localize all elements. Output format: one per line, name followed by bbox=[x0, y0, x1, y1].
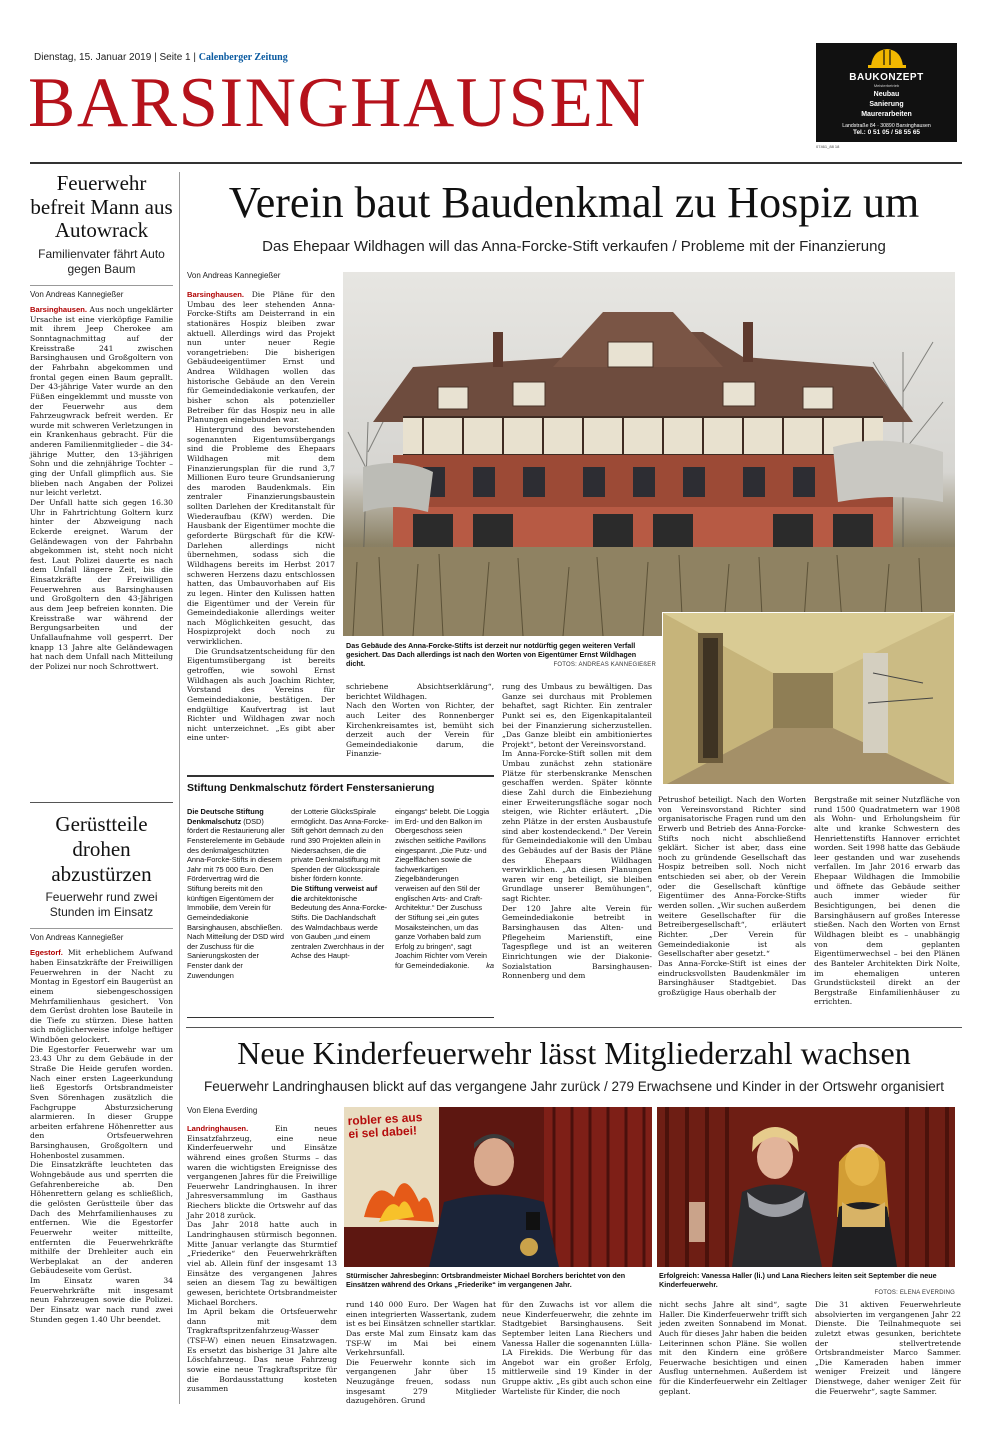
second-col-5: Die 31 aktiven Feuerwehrleute absolvierten im vergangenen Jahr 22 Dienste. Die Teilnahmequote sei zuletzt etwas gesunken, berichtete der stellvertretende Ortsbrandmeister Marco Sammer. „Die Kameraden haben immer weniger Freizeit und längere Dienstwege, daher weniger Zeit für die Feuerwehr“, sagte Sammer. bbox=[815, 1300, 961, 1396]
second-col-4: nicht sechs Jahre alt sind“, sagte Haller. Die Kinderfeuerwehr trifft sich jeden zweiten Sonnabend im Monat. Auch für dieses Jahr haben die beiden Leiterinnen schon Pläne. Sie wollen mit den Kindern eine größere Feuerwache besichtigen und einen Ausflug unternehmen. Außerdem ist für die Kinderfeuerwehr ein Zeltlager geplant. bbox=[659, 1300, 807, 1396]
lead-caption: Das Gebäude des Anna-Forcke-Stifts ist derzeit nur notdürftig gegen weiteren Verfall gesichert. Das Dach allerdings ist nach den Worten von Eigentümer Ernst Wildhagen dicht. bbox=[346, 641, 637, 668]
side2-body bbox=[30, 948, 173, 1324]
infobox-text: eingangs“ belebt. Die Loggia im Erd- und den Balkon im Obergeschoss seien zwischen seitliche Pavillons eingespannt. „Die Putz- und Ziegelflächen sowie die fachwerkartigen Ziegelbänderungen verweisen auf den Stil der englischen Arts- and Craft-Architektur.“ Der Zuschuss der Stiftung sei „ein gutes Mosaiksteinchen, um das ganze Vorhaben bald zum Erfolg zu bringen“, sagt Joachim Richter vom Verein für Gemeindediakonie. bbox=[395, 807, 490, 970]
infobox-signature: ka bbox=[486, 961, 494, 970]
dateline-place: Landringhausen. bbox=[187, 1124, 249, 1133]
infobox bbox=[187, 775, 494, 1018]
photo-anna-forcke-stift bbox=[343, 272, 955, 636]
dateline bbox=[34, 52, 288, 63]
side2-text: Mit erheblichem Aufwand haben Einsatzkräfte der Freiwilligen Feuerwehren in der Nacht zu Montag in Egestorf ein Baugerüst an einem siebengeschossigen Mehrfamilienhaus gesichert. Von dem Gerüst drohten lose Bauteile in die Tiefe zu stürzen. Diese hatten sich möglicherweise infolge heftiger Windböen gelockert. Die Egestorfer Feuerwehr war um 23.43 Uhr zu dem Gebäude in der Straße Die Heide gerufen worden. Nach einer ersten Lageerkundung ließ Egestorfs Ortsbrandmeister Sven Sörenhagen zusätzlich die Fachgruppe Absturzsicherung alarmieren. In dieser Gruppe arbeiten erfahrene Höhenretter aus den Ortsfeuerwehren Barsinghausen, Großgoltern und Hohenbostel zusammen. Die Einsatzkräfte leuchteten das Wohngebäude aus und sperrten die Gefahrenbereiche ab. Den Höhenrettern gelang es schließlich, die gelösten Gerüstteile über das Dach des Mehrfamilienhauses zu entfernen. Wie die Egestorfer Feuerwehr weiter mitteilte, entfernten die Feuerwehrkräfte mithilfe der Drehleiter auch ein Werbeplakat an der anderen Gebäudeseite vom Gerüst. Im Einsatz waren 34 Feuerwehrkräfte mit insgesamt neun Fahrzeugen sowie die Polizei. Der Einsatz war nach rund zwei Stunden gegen 1.40 Uhr beendet. bbox=[30, 948, 173, 1324]
lead-headline: Verein baut Baudenkmal zu Hospiz um bbox=[228, 178, 920, 227]
second-text: Ein neues Einsatzfahrzeug, eine neue Kinderfeuerwehr und Einsätze während eines großen Sturms – das waren die wichtigsten Ereignisse des vergangenen Jahres für die Freiwillige Feuerwehr Landringhausen. In ihrer Jahresversammlung im Gasthaus Riechers blickte die Ortswehr auf das Jahr 2018 zurück. Das Jahr 2018 hatte auch in Landringhausen stürmisch begonnen. Mitte Januar verlangte das Sturmtief „Friederike“ den Feuerwehrkräften viel ab. Allein fünf der insgesamt 13 Einsätze des vergangenen Jahres seien an diesem Tag zu bewältigen gewesen, berichtete Ortsbrandmeister Michael Borchers. Im April bekam die Ortsfeuerwehr dann mit dem Tragkraftspritzenfahrzeug-Wasser (TSF-W) einen neuen Einsatzwagen. Es ersetzt das bisherige 31 Jahre alte Löschfahrzeug. Das neue Fahrzeug sowie eine neue Tragkraftspritze für die Bordausstattung kosteten zusammen bbox=[187, 1124, 337, 1394]
dateline-place: Barsinghausen. bbox=[187, 290, 244, 299]
infobox-col-1 bbox=[187, 807, 285, 980]
ad-service: Neubau bbox=[873, 91, 900, 98]
side2-byline: Von Andreas Kannegießer bbox=[30, 933, 124, 943]
infobox-title: Stiftung Denkmalschutz fördert Fenstersanierung bbox=[187, 782, 435, 794]
building-image bbox=[343, 272, 955, 636]
masthead: BARSINGHAUSEN bbox=[28, 64, 648, 142]
haller-riechers-image bbox=[657, 1107, 955, 1267]
ad-baukonzept bbox=[816, 43, 957, 142]
dateline-place: Barsinghausen. bbox=[30, 305, 87, 315]
ad-service: Maurerarbeiten bbox=[861, 111, 912, 118]
infobox-bold: Die Stiftung verweist auf die bbox=[291, 884, 378, 903]
infobox-bold: Die Deutsche Stiftung Denkmalschutz bbox=[187, 807, 264, 826]
ad-sub: Meisterbetrieb bbox=[873, 83, 900, 88]
lead-col-5: Bergstraße mit seiner Nutzfläche von rund 1500 Quadratmetern war 1908 als Wohn- und Erholungsheim für alte und kranke Schwestern des Henriettenstifts Hannover errichtet worden. Seit 1998 hatte das Gebäude leer gestanden und war zusehends verfallen. Im Jahr 2016 erwarb das Ehepaar Wildhagen die Immobilie und öffnete das Gebäude seither auch immer wieder für Besichtigungen, bei denen die Barsinghäusern auf großes Interesse stießen. Nach den Worten von Ernst Wildhagen bleibt es – unabhängig von dem geplanten Eigentümerwechsel – bei den Plänen des Banteler Architekten Dirk Nolte, im ehemaligen unteren Grundstücksteil direkt an der Bergstraße Einfamilienhäuser zu errichten. bbox=[814, 795, 960, 1007]
dateline-place: Egestorf. bbox=[30, 948, 63, 958]
lead-paragraph: Die Pläne für den Umbau des leer stehenden Anna-Forcke-Stifts am Deisterrand in ein stationäres Hospiz bleiben zwar aktuell. Allerdings wird das Projekt nun unter neuer Regie vorangetrieben: Die bisherigen Gebäudeeigentümer Ernst und Andrea Wildhagen wollen das historische Gebäude an den Verein für Gemeindediakonie verkaufen, der bisher schon als potenzieller Betreiber für das Hospiz neu in alle Planungen eingebunden war. bbox=[187, 290, 335, 425]
photo-corridor bbox=[662, 612, 955, 785]
ad-address: Landstraße 84 · 30890 Barsinghausen bbox=[842, 123, 931, 129]
side-article-2 bbox=[30, 812, 173, 1324]
photo-borchers bbox=[344, 1107, 652, 1267]
infobox-text: architektonische Bedeutung des Anna-Forcke-Stifts. Die Dachlandschaft des Walmdachbaus werde von Gauben „und einem zentralen Zwerchhaus in der Achse des Haupt- bbox=[291, 893, 388, 961]
second-subhead: Feuerwehr Landringhausen blickt auf das vergangene Jahr zurück / 279 Erwachsene und Kinder in der Ortswehr organisiert bbox=[204, 1079, 944, 1094]
infobox-col-2 bbox=[291, 807, 389, 961]
side1-body bbox=[30, 305, 173, 671]
lead-col-4: Petrushof beteiligt. Nach den Worten von Vereinsvorstand Richter sind organisatorische Fragen rund um den Erwerb und Betrieb des Anna-Forcke-Stifts noch nicht abschließend geklärt. Sicher ist aber, dass eine noch zu gründende Gesellschaft das Hospiz betreiben soll. Noch nicht entschieden sei aber, ob der Verein oder die Gesellschaft künftige Eigentümer des Anna-Forcke-Stifts werden sollen. „Wir suchen außerdem weitere Gesellschafter für die Betreibergesellschaft“, erläutert Richter. „Der Verein für Gemeindediakonie ist als Gesellschafter aber gesetzt.“ Das Anna-Forcke-Stift ist eines der eindrucksvollsten Baudenkmäler im Barsinghäuser Stadtgebiet. Das großzügige Haus oberhalb der bbox=[658, 795, 806, 997]
lead-byline: Von Andreas Kannegießer bbox=[187, 271, 281, 280]
second-caption-1: Stürmischer Jahresbeginn: Ortsbrandmeister Michael Borchers berichtet von den Einsätzen während des Orkans „Friederike“ im vergangenen Jahr. bbox=[346, 1271, 626, 1289]
lead-credit: FOTOS: ANDREAS KANNEGIEßER bbox=[553, 662, 656, 668]
side1-headline: Feuerwehr befreit Mann aus Autowrack bbox=[30, 171, 173, 243]
second-col-2: rund 140 000 Euro. Der Wagen hat einen integrierten Wassertank, zudem ist es bei Einsätzen schneller startklar. Das erste Mal zum Einsatz kam das TSF-W im Mai bei einem Verkehrsunfall. Die Feuerwehr konnte sich im vergangenen Jahr über 15 Neuzugänge freuen, sodass nun insgesamt 279 Mitglieder dazugehören. Grund bbox=[346, 1300, 496, 1406]
ad-service: Sanierung bbox=[869, 101, 904, 108]
side1-subhead: Familienvater fährt Auto gegen Baum bbox=[38, 247, 165, 277]
second-col-1 bbox=[187, 1124, 337, 1394]
banner-text: robler es aus ei sel dabei! bbox=[347, 1110, 423, 1142]
infobox-text: der Lotterie GlücksSpirale ermöglicht. Das Anna-Forcke-Stift gehört demnach zu den rund 390 Projekten allein in Niedersachsen, die die private Denkmalstiftung mit Spenden der Glücksspirale bisher fördern konnte. bbox=[291, 807, 389, 884]
side1-text: Aus noch ungeklärter Ursache ist eine vierköpfige Familie mit ihrem Jeep Cherokee am Sonntagnachmittag auf der Kreisstraße 241 zwischen Barsinghausen und Großgoltern von der Fahrbahn abgekommen und frontal gegen einen Baum geprallt. Der 43-jährige Vater wurde an den Füßen eingeklemmt und musste von der Feuerwehr aus dem Fahrzeugwrack befreit werden. Er wurde mit schweren Verletzungen in ein Krankenhaus gebracht. Für die anderen Familienmitglieder – die 34-jährige Mutter, den 13-jährigen Sohn und die zehnjährige Tochter – ging der Unfall glimpflich aus. Sie blieben nach Angaben der Polizei nur leicht verletzt. Der Unfall hatte sich gegen 16.30 Uhr in Fahrtrichtung Goltern kurz hinter der Abzweigung nach Eckerde ereignet. Warum der Geländewagen von der Fahrbahn abgekommen ist, steht noch nicht fest. Laut Polizei dauerte es nach dem Unfall längere Zeit, bis die Einsatzkräfte der Freiwilligen Feuerwehren aus Barsinghausen und Großgoltern den 43-Jährigen aus dem Jeep befreien konnten. Die Kreisstraße war während der Bergungsarbeiten und der Unfallaufnahme voll gesperrt. Der knapp 13 Jahre alte Geländewagen hat nach dem Unfall nach Mitteilung der Polizei nur noch Schrottwert. bbox=[30, 305, 173, 671]
dateline-text: Dienstag, 15. Januar 2019 | Seite 1 | bbox=[34, 52, 196, 63]
lead-col-2: schriebene Absichtserklärung“, berichtet Wildhagen. Nach den Worten von Richter, der auch Leiter des Ronnenberger Kirchenkreisamtes ist, bemüht sich derzeit auch der Verein für Gemeindediakonie darum, die Finanzie- bbox=[346, 682, 494, 759]
infobox-text: (DSD) fördert die Restaurierung aller Fensterelemente im Gebäude des denkmalgeschützten Anna-Forcke-Stifts in diesem Jahr mit 75 000 Euro. Den Fördervertrag wird die Stiftung bereits mit den künftigen Eigentümern der Immobilie, dem Verein für Gemeindediakonie Barsinghausen, abschließen. Nach Mitteilung der DSD wird der Zuschuss für die Sanierungskosten der Fenster dank der Zuwendungen bbox=[187, 816, 285, 980]
corridor-image bbox=[663, 613, 955, 785]
side1-byline: Von Andreas Kannegießer bbox=[30, 290, 124, 300]
second-headline: Neue Kinderfeuerwehr lässt Mitgliederzahl wachsen bbox=[237, 1035, 911, 1071]
second-credit: FOTOS: ELENA EVERDING bbox=[874, 1290, 955, 1296]
ad-brand: BAUKONZEPT bbox=[849, 72, 924, 83]
side-article-1 bbox=[30, 172, 173, 672]
ad-code: 07461_88 18 bbox=[816, 144, 840, 149]
lead-col-3: rung des Umbaus zu bewältigen. Das Ganze sei durchaus mit Problemen behaftet, sagt Richter. Ein zentraler Punkt sei es, den Eigenkapitalanteil bei der Finanzierung sicherzustellen. „Das Ganze bleibt ein ambitioniertes Projekt“, betont der Vereinsvorstand. Im Anna-Forcke-Stift sollen mit dem Umbau zunächst zehn stationäre Plätze für sterbenskranke Menschen geschaffen werden. Später könnte diese Zahl durch die Einbeziehung einer Erweiterungsfläche sogar noch steigen, wie Richter erläutert. „Die zehn Plätze in der ersten Ausbaustufe sind aber kostendeckend.“ Der Verein für Gemeindediakonie will den Umbau des Gebäudes auf der Basis der Pläne des Ehepaars Wildhagen verwirklichen. „An diesen Planungen waren wir eng beteiligt, sie bleiben Grundlage unserer Bemühungen“, sagt Richter. Der 120 Jahre alte Verein für Gemeindediakonie betreibt in Barsinghausen das Alten- und Pflegeheim Marienstift, eine Tagespflege und ist an weiteren Einrichtungen wie der Diakonie-Sozialstation Barsinghausen-Ronnenberg und dem bbox=[502, 682, 652, 981]
lead-col-1 bbox=[187, 290, 335, 743]
paper-name: Calenberger Zeitung bbox=[198, 52, 288, 63]
infobox-col-3 bbox=[395, 807, 494, 971]
helmet-icon bbox=[867, 46, 907, 70]
ad-phone: Tel.: 0 51 05 / 58 55 65 bbox=[852, 129, 921, 136]
side2-subhead: Feuerwehr rund zwei Stunden im Einsatz bbox=[45, 890, 158, 920]
side2-headline: Gerüstteile drohen abzustürzen bbox=[51, 812, 152, 886]
second-col-3: für den Zuwachs ist vor allem die neue Kinderfeuerwehr, die zehnte im Stadtgebiet Barsinghausens. Seit September leiten Lana Riechers und Vanessa Haller die sogenannten Lülla-LA Firekids. Die Werbung für das Angebot war ein großer Erfolg, mittlerweile sind 19 Kinder in der Gruppe aktiv. „Es gibt auch schon eine Warteliste für Kinder, die noch bbox=[502, 1300, 652, 1396]
photo-haller-riechers bbox=[657, 1107, 955, 1267]
second-byline: Von Elena Everding bbox=[187, 1106, 258, 1115]
lead-subhead: Das Ehepaar Wildhagen will das Anna-Forcke-Stift verkaufen / Probleme mit der Finanzierung bbox=[262, 238, 886, 255]
lead-paragraph: Hintergrund des bevorstehenden sogenannten Eigentumsübergangs sind die Probleme des Ehepaars Wildhagen mit dem Finanzierungsplan für die rund 3,7 Millionen Euro teure Grundsanierung des maroden Baudenkmals. Ein zentraler Finanzierungsbaustein sollten Darlehen der Kreditanstalt für Wiederaufbau (KfW) werden. Die Hausbank der Eigentümer mochte die geforderte Bürgschaft für die KfW-Darlehen allerdings nicht übernehmen, sodass sich die Wildhagens bereits im Herbst 2017 schweren Herzens dazu entschlossen hatten, das Umbauvorhaben auf Eis zu legen. Hinter den Kulissen hatten die Eigentümer und der Verein für Gemeindediakonie allerdings weiter nach Möglichkeiten gesucht, das Hospizprojekt doch noch zu verwirklichen. bbox=[187, 424, 335, 647]
second-caption-2: Erfolgreich: Vanessa Haller (li.) und Lana Riechers leiten seit September die neue Kinderfeuerwehr. bbox=[659, 1271, 937, 1289]
lead-paragraph: Die Grundsatzentscheidung für den Eigentumsübergang ist bereits getroffen, wie sowohl Ernst Wildhagen als auch Joachim Richter, Vorstand des Vereins für Gemeindediakonie, bestätigen. Der endgültige Kaufvertrag ist laut Richter und Wildhagen zwar noch nicht unterzeichnet. „Es gibt aber eine unter- bbox=[187, 646, 335, 743]
